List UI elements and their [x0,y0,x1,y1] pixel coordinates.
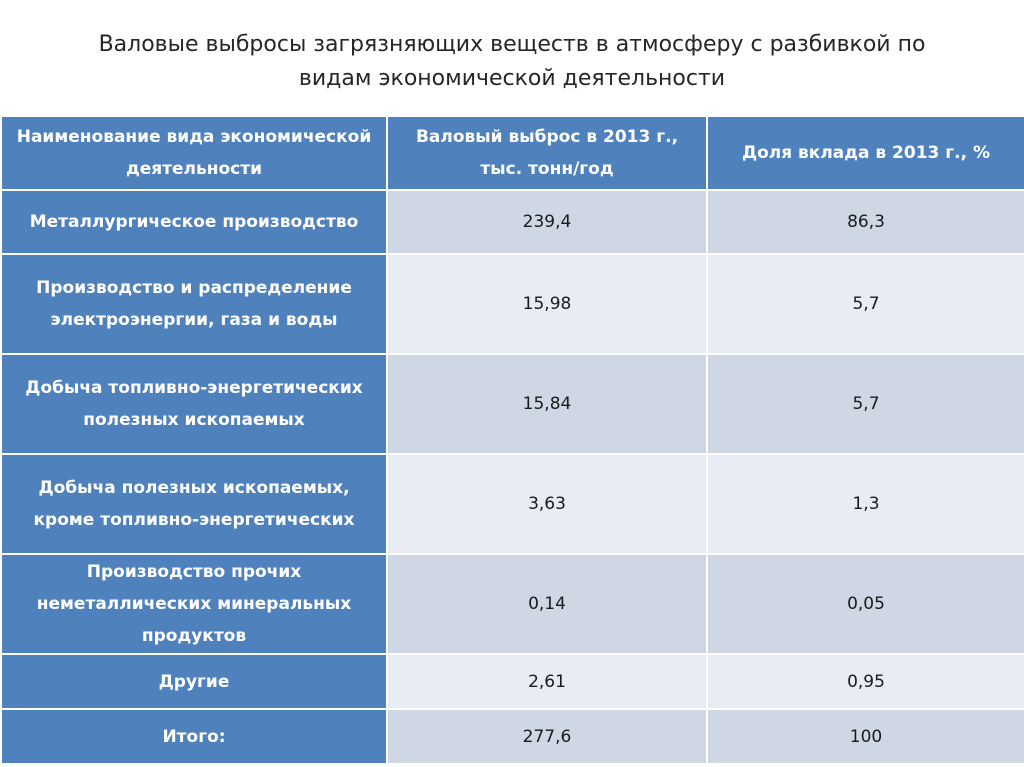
total-emission: 277,6 [387,709,707,764]
slide-title [0,28,1024,96]
row-activity: Производство и распределение электроэнергии, газа и воды [1,254,387,354]
table-row [1,354,1024,454]
table-row [1,554,1024,654]
row-share: 5,7 [707,254,1024,354]
row-activity: Добыча полезных ископаемых, кроме топливно-энергетических [1,454,387,554]
table-row [1,190,1024,254]
row-activity: Добыча топливно-энергетических полезных ископаемых [1,354,387,454]
row-share: 5,7 [707,354,1024,454]
row-activity: Металлургическое производство [1,190,387,254]
total-share: 100 [707,709,1024,764]
row-emission: 0,14 [387,554,707,654]
table-row [1,454,1024,554]
emissions-table [0,115,1024,765]
row-share: 0,95 [707,654,1024,709]
row-share: 1,3 [707,454,1024,554]
header-activity: Наименование вида экономической деятельности [1,116,387,190]
slide-title-line-2: видам экономической деятельности [298,66,726,91]
row-activity: Другие [1,654,387,709]
row-share: 0,05 [707,554,1024,654]
table-row [1,254,1024,354]
table-total-row [1,709,1024,764]
row-activity: Производство прочих неметаллических минеральных продуктов [1,554,387,654]
row-emission: 15,84 [387,354,707,454]
row-emission: 239,4 [387,190,707,254]
row-emission: 2,61 [387,654,707,709]
row-emission: 15,98 [387,254,707,354]
slide-title-line-1: Валовые выбросы загрязняющих веществ в атмосферу с разбивкой по [98,32,926,57]
row-emission: 3,63 [387,454,707,554]
header-emission: Валовый выброс в 2013 г., тыс. тонн/год [387,116,707,190]
total-label: Итого: [1,709,387,764]
header-share: Доля вклада в 2013 г., % [707,116,1024,190]
row-share: 86,3 [707,190,1024,254]
table-row [1,654,1024,709]
table-header-row [1,116,1024,190]
